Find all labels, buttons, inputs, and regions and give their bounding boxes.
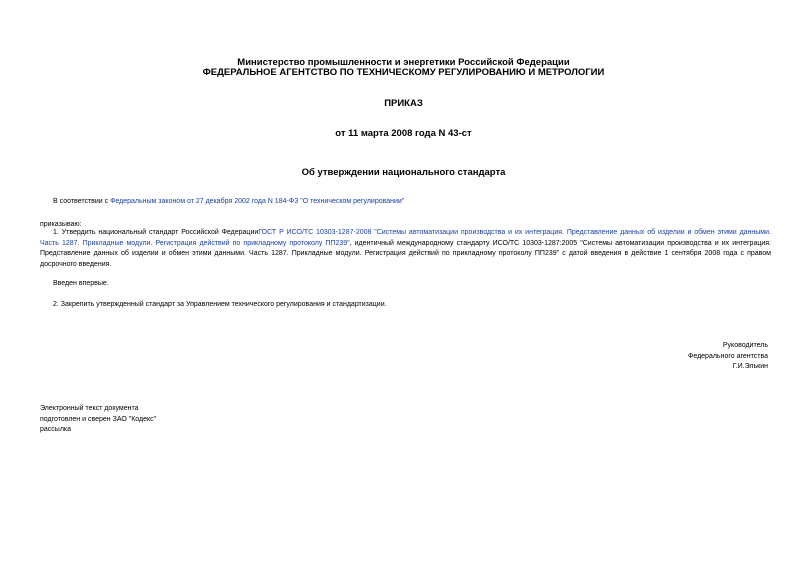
document-date-number: от 11 марта 2008 года N 43-ст bbox=[335, 128, 472, 139]
signer-name: Г.И.Элькин bbox=[732, 363, 768, 370]
document-type: ПРИКАЗ bbox=[384, 98, 423, 109]
agency-heading: ФЕДЕРАЛЬНОЕ АГЕНТСТВО ПО ТЕХНИЧЕСКОМУ РЕГУЛИРОВАНИЮ И МЕТРОЛОГИИ bbox=[202, 67, 605, 78]
first-introduced-note: Введен впервые. bbox=[53, 280, 109, 287]
item1-suffix: , идентичный международному стандарту ИСО/ТС 10303-1287:2005 "Системы автоматизации производства и их интеграция. Представление данных об изделии и обмен этими данными. Часть 1287. Прикладные модули. Регистрация действий по прикладному протоколу ПП239" с датой введения в действие 1 сентября 2008 года с правом досрочного введения. bbox=[40, 239, 772, 268]
federal-law-link[interactable]: Федеральным законом от 27 декабря 2002 года N 184-ФЗ "О техническом регулировании" bbox=[110, 198, 405, 205]
orders-label: приказываю: bbox=[40, 221, 82, 228]
gost-standard-link[interactable]: ГОСТ Р ИСО/ТС 10303-1287-2008 "Системы автоматизации производства и их интеграция. Представление данных об изделии и обмен этими данными. Часть 1287. Прикладные модули. Регистрация действий по прикладному протоколу ПП239" bbox=[40, 229, 771, 247]
signer-position-2: Федерального агентства bbox=[688, 352, 768, 360]
order-item-1 bbox=[40, 228, 771, 270]
signer-position-1: Руководитель bbox=[722, 342, 768, 349]
footer-line-1: Электронный текст документа bbox=[40, 405, 139, 412]
basis-prefix: В соответствии с bbox=[53, 198, 111, 205]
footer-note bbox=[40, 404, 156, 436]
ministry-heading: Министерство промышленности и энергетики Российской Федерации bbox=[237, 57, 570, 68]
document-subject: Об утверждении национального стандарта bbox=[301, 167, 506, 178]
item1-prefix: 1. Утвердить национальный стандарт Российской Федерации bbox=[53, 229, 259, 236]
order-item-2: 2. Закрепить утвержденный стандарт за Управлением технического регулирования и стандартизации. bbox=[53, 301, 387, 308]
signature-block bbox=[688, 341, 768, 373]
basis-paragraph bbox=[53, 197, 404, 208]
footer-line-3: рассылка bbox=[40, 426, 72, 433]
footer-line-2: подготовлен и сверен ЗАО "Кодекс" bbox=[40, 415, 157, 423]
